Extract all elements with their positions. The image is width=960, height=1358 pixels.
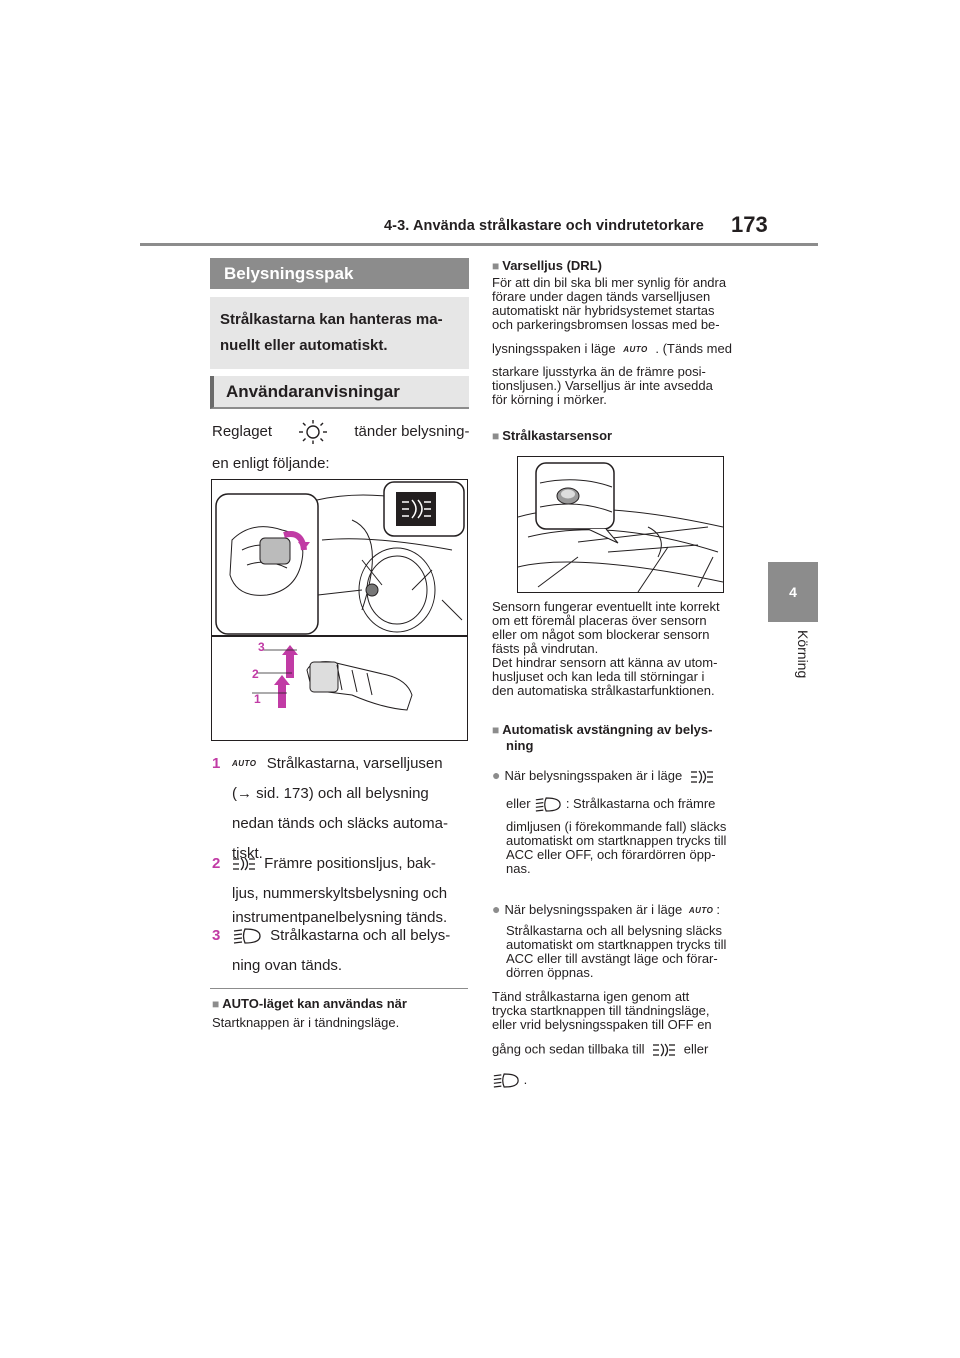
sensor-line: om ett föremål placeras över sensorn bbox=[492, 613, 707, 628]
item-line: Strålkastarna, varselljusen bbox=[266, 755, 443, 772]
end-line: gång och sedan tillbaka till bbox=[492, 1041, 645, 1057]
figure-label-3: 3 bbox=[258, 640, 265, 654]
item-number: 1 bbox=[212, 755, 221, 772]
square-bullet-icon: ■ bbox=[212, 997, 220, 1011]
end-line: Tänd strålkastarna igen genom att bbox=[492, 989, 690, 1004]
bullet-line: dörren öppnas. bbox=[506, 964, 594, 980]
intro-text-c: en enligt följande: bbox=[212, 455, 330, 472]
bullet-line: dimljusen (i förekommande fall) släcks bbox=[506, 819, 727, 834]
bullet-text: eller bbox=[506, 795, 531, 811]
item-line: ljus, nummerskyltsbelysning och bbox=[232, 885, 448, 902]
drl-line: lysningsspaken i läge bbox=[492, 341, 616, 356]
bullet-2 bbox=[492, 902, 762, 980]
chapter-label: Körning bbox=[795, 630, 811, 679]
auto-icon: AUTO bbox=[688, 905, 714, 915]
square-bullet-icon: ■ bbox=[492, 429, 500, 443]
item-line: Strålkastarna och all belys- bbox=[270, 927, 451, 944]
dot-bullet-icon: ● bbox=[492, 767, 501, 783]
bullet-text: När belysningsspaken är i läge bbox=[504, 768, 683, 783]
bullet-text: : bbox=[716, 902, 721, 917]
bullet-line: nas. bbox=[506, 861, 531, 876]
figure-label-2: 2 bbox=[252, 667, 259, 681]
item-line: tiskt. bbox=[232, 845, 263, 863]
autooff-heading-text: ning bbox=[506, 738, 534, 753]
auto-icon: AUTO bbox=[232, 759, 257, 769]
box-subtitle bbox=[210, 297, 469, 369]
drl-line: tionsljusen.) Varselljus är inte avsedda bbox=[492, 377, 713, 393]
position-light-icon bbox=[690, 769, 714, 785]
sensor-line: den automatiska strålkastarfunktionen. bbox=[492, 683, 715, 698]
auto-icon: AUTO bbox=[623, 344, 648, 354]
box-title: Belysningsspak bbox=[210, 258, 469, 289]
position-light-icon bbox=[652, 1042, 676, 1058]
end-line: . bbox=[523, 1071, 528, 1087]
intro-text bbox=[212, 420, 472, 476]
header-rule bbox=[140, 243, 818, 246]
light-switch-icon bbox=[296, 420, 330, 444]
section-heading: Användaranvisningar bbox=[210, 376, 469, 409]
item-number: 3 bbox=[212, 927, 221, 944]
lever-box bbox=[210, 258, 469, 369]
section-title: 4-3. Använda strålkastare och vindrutetorkare bbox=[384, 218, 704, 234]
drl-line: . (Tänds med bbox=[655, 341, 732, 356]
autooff-heading-text: Automatisk avstängning av belys- bbox=[502, 722, 713, 737]
lever-illustration bbox=[212, 480, 467, 740]
drl-line: förare under dagen tänds varselljusen bbox=[492, 289, 711, 304]
end-text bbox=[492, 990, 762, 1090]
bullet-line: automatiskt om startknappen trycks till bbox=[506, 833, 727, 848]
autooff-heading bbox=[492, 722, 762, 754]
sensor-line: fästs på vindrutan. bbox=[492, 641, 599, 656]
end-line: eller bbox=[683, 1041, 709, 1057]
item-line: (→ sid. 173) och all belysning bbox=[232, 785, 429, 803]
chapter-tab: 4 bbox=[768, 562, 818, 622]
dot-bullet-icon: ● bbox=[492, 901, 501, 917]
auto-heading bbox=[212, 996, 470, 1012]
item-line: instrumentpanelbelysning tänds. bbox=[232, 909, 448, 926]
end-line: eller vrid belysningsspaken till OFF en bbox=[492, 1017, 712, 1032]
lever-figure bbox=[211, 479, 468, 741]
headlight-icon bbox=[534, 796, 562, 813]
sensor-line: Det hindrar sensorn att känna av utom- bbox=[492, 655, 718, 670]
item-line: ning ovan tänds. bbox=[232, 957, 343, 974]
list-item bbox=[212, 852, 470, 930]
item-number: 2 bbox=[212, 855, 221, 872]
bullet-line: automatiskt om startknappen trycks till bbox=[506, 936, 727, 952]
box-subtitle-line: Strålkastarna kan hanteras ma- bbox=[220, 311, 443, 328]
sensor-heading bbox=[492, 428, 762, 444]
page-number: 173 bbox=[731, 212, 768, 237]
bullet-line: Strålkastarna och all belysning släcks bbox=[506, 922, 723, 938]
bullet-text: När belysningsspaken är i läge bbox=[504, 902, 683, 917]
headlight-icon bbox=[492, 1072, 520, 1089]
intro-text-a: Reglaget bbox=[212, 423, 273, 440]
bullet-1 bbox=[492, 768, 762, 876]
drl-text bbox=[492, 276, 762, 407]
end-line: trycka startknappen till tändningsläge, bbox=[492, 1003, 710, 1018]
box-subtitle-line: nuellt eller automatiskt. bbox=[220, 337, 388, 354]
bullet-line: ACC eller till avstängt läge och förar- bbox=[506, 950, 718, 966]
intro-text-b: tänder belysning- bbox=[354, 423, 470, 440]
square-bullet-icon: ■ bbox=[492, 723, 500, 737]
list-item bbox=[212, 752, 470, 866]
sensor-text bbox=[492, 600, 762, 698]
sensor-heading-text: Strålkastarsensor bbox=[502, 428, 613, 443]
drl-line: För att din bil ska bli mer synlig för andra bbox=[492, 275, 727, 290]
position-light-icon bbox=[232, 856, 256, 872]
item-line: nedan tänds och släcks automa- bbox=[232, 815, 448, 833]
list-item bbox=[212, 924, 470, 978]
bullet-line: ACC eller OFF, och förardörren öpp- bbox=[506, 847, 716, 862]
headlight-icon bbox=[232, 927, 262, 945]
sensor-figure bbox=[517, 456, 724, 593]
drl-line: och parkeringsbromsen lossas med be- bbox=[492, 317, 720, 332]
divider bbox=[210, 988, 468, 989]
sensor-line: Sensorn fungerar eventuellt inte korrekt bbox=[492, 599, 720, 614]
drl-line: starkare ljusstyrka än de främre posi- bbox=[492, 363, 706, 379]
drl-line: för körning i mörker. bbox=[492, 391, 607, 407]
sensor-line: husljuset och kan leda till störningar i bbox=[492, 669, 705, 684]
bullet-text: : Strålkastarna och främre bbox=[565, 795, 716, 811]
drl-heading-text: Varselljus (DRL) bbox=[502, 258, 602, 273]
item-line: Främre positionsljus, bak- bbox=[264, 855, 436, 872]
auto-text: Startknappen är i tändningsläge. bbox=[212, 1015, 400, 1030]
drl-heading bbox=[492, 258, 762, 274]
square-bullet-icon: ■ bbox=[492, 259, 500, 273]
sensor-illustration bbox=[518, 457, 723, 592]
figure-label-1: 1 bbox=[254, 692, 261, 706]
drl-line: automatiskt när hybridsystemet startas bbox=[492, 303, 715, 318]
sensor-line: eller om något som blockerar sensorn bbox=[492, 627, 710, 642]
auto-heading-text: AUTO-läget kan användas när bbox=[222, 996, 407, 1011]
